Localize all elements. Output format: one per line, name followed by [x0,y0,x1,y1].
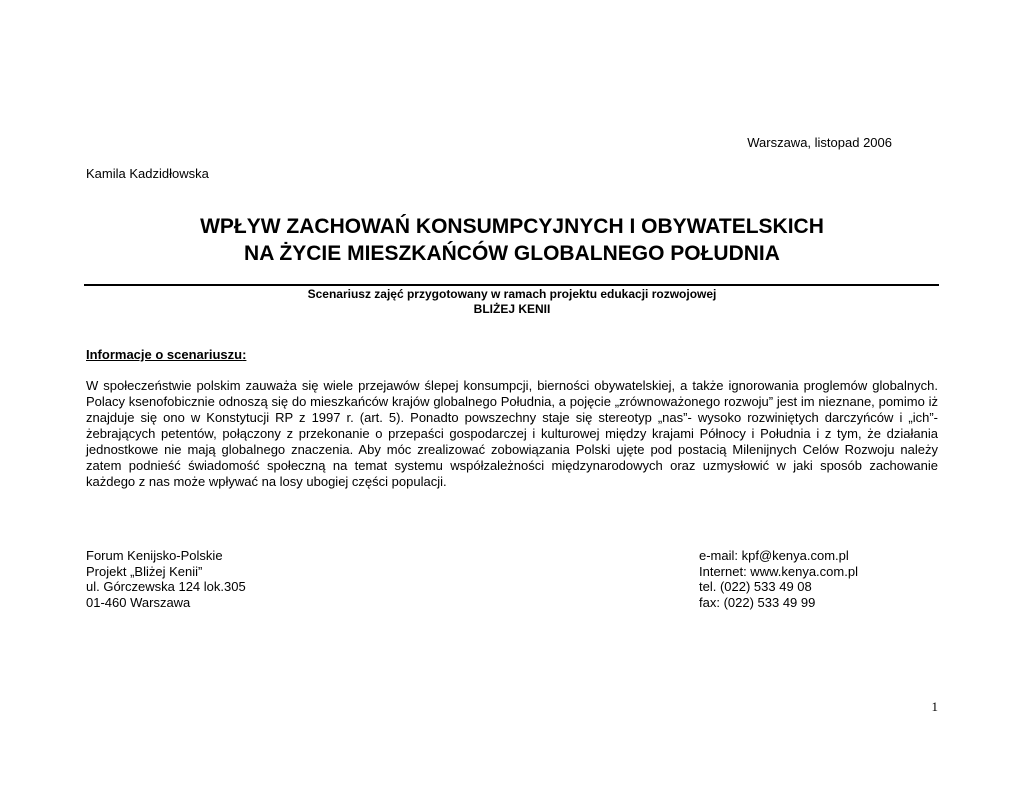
subtitle-line-2: BLIŻEJ KENII [473,302,551,316]
document-title [86,213,938,267]
title-divider [84,284,939,286]
contact-website: Internet: www.kenya.com.pl [699,563,858,579]
section-heading-colon: : [242,347,247,362]
contact-fax: fax: (022) 533 49 99 [699,594,816,610]
title-line-1: WPŁYW ZACHOWAŃ KONSUMPCYJNYCH I OBYWATELSKICH [200,215,824,238]
section-heading-text: Informacje o scenariuszu [86,347,243,362]
footer-address [86,548,246,610]
section-heading [86,347,246,362]
document-subtitle [86,287,938,317]
title-line-2: NA ŻYCIE MIESZKAŃCÓW GLOBALNEGO POŁUDNIA [244,242,780,265]
address-line: Forum Kenijsko-Polskie [86,548,223,563]
contact-email: e-mail: kpf@kenya.com.pl [699,548,849,563]
address-line: Projekt „Bliżej Kenii” [86,563,203,579]
address-line: ul. Górczewska 124 lok.305 [86,579,246,594]
page-number: 1 [931,699,938,714]
footer-contact [699,548,858,610]
address-line: 01-460 Warszawa [86,594,191,610]
author-name: Kamila Kadzidłowska [86,166,209,181]
info-paragraph: W społeczeństwie polskim zauważa się wiele przejawów ślepej konsumpcji, bierności obywatelskiej, a także ignorowania proglemów globalnych. Polacy ksenofobicznie odnoszą się do mieszkańców krajów globalnego Południa, a pojęcie „zrównoważonego rozwoju” jest im nieznane, pomimo iż znajduje się ono w Konstytucji RP z 1997 r. (art. 5). Ponadto powszechny staje się stereotyp „nas”- wysoko rozwiniętych darczyńców i „ich”- żebrających petentów, połączony z przekonanie o przepaści gospodarczej i kulturowej między krajami Północy i Południa i z tym, że działania jednostkowe nie mają globalnego znaczenia. Aby móc zrealizować zobowiązania Polski ujęte pod postacią Milenijnych Celów Rozwoju należy zatem podnieść świadomość społeczną na temat systemu współzależności międzynarodowych oraz uzmysłowić w jaki sposób zachowanie każdego z nas może wpływać na losy ubogiej części populacji. [86,378,938,489]
contact-phone: tel. (022) 533 49 08 [699,579,812,594]
subtitle-line-1: Scenariusz zajęć przygotowany w ramach projektu edukacji rozwojowej [307,287,717,301]
date-location: Warszawa, listopad 2006 [747,135,892,150]
